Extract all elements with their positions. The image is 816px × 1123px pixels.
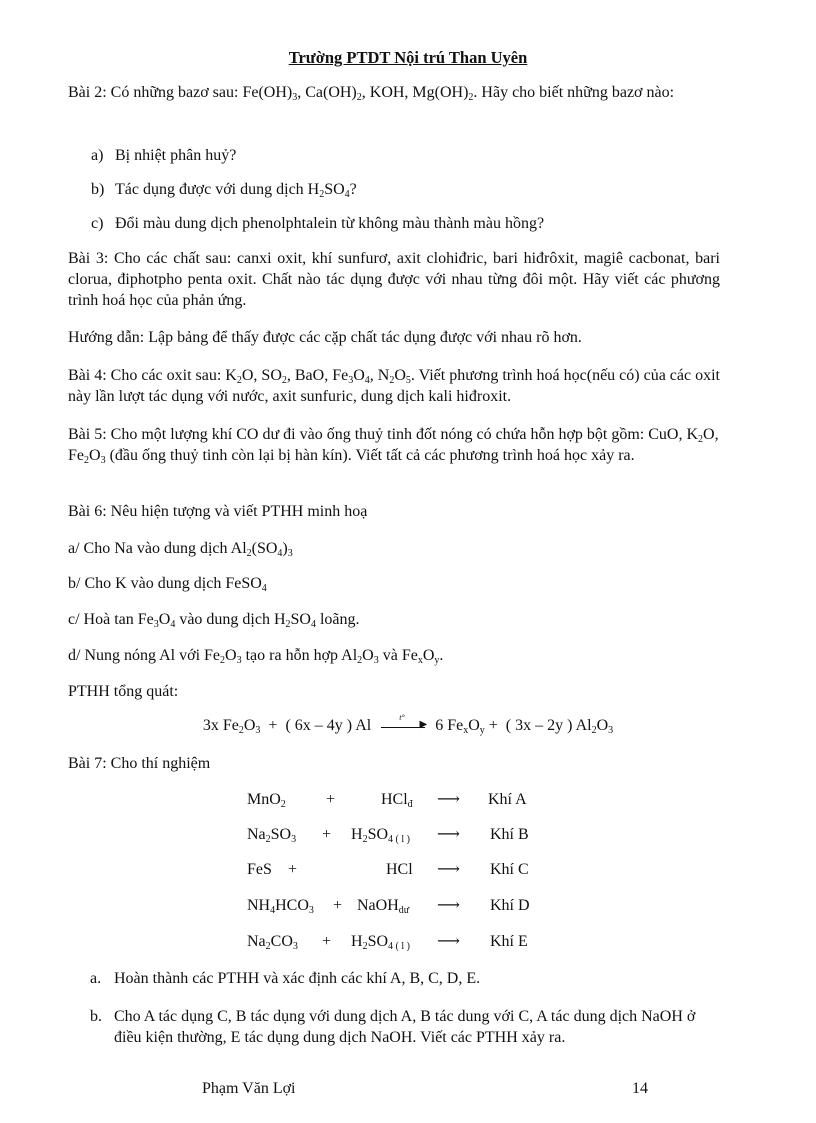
bai6-general-label: PTHH tổng quát: <box>68 683 179 700</box>
arrow-icon: ⟶ <box>437 933 460 950</box>
bai2-item-a-label: a) <box>91 147 104 164</box>
page-number: 14 <box>632 1080 648 1097</box>
reactant-a: $Na_2CO_3$ <box>247 933 298 952</box>
bai4-text: Bài 4: Cho các oxit sau: $K_2O$, $SO_2$, BaO, $Fe_3O_4$, $N_2O_5$. Viết phương trình hoá học(nếu có) của các oxit này lần lượt tác dụng với nước, axit sunfuric, dung dịch kali hiđroxit. <box>68 367 720 405</box>
bai2-item-b-text: Tác dụng được với dung dịch $H_2SO_4$? <box>115 181 357 200</box>
bai7-question-a <box>90 968 702 989</box>
question-b-label: b. <box>90 1008 102 1025</box>
reactant-b: HCl$_đ$ <box>381 791 413 810</box>
bai6-item-a: a/ Cho Na vào dung dịch $Al_2(SO_4)_3$ <box>68 540 293 559</box>
arrow-icon: ⟶ <box>437 826 460 843</box>
reactant-a: MnO$_2$ <box>247 791 286 810</box>
experiment-row <box>0 823 816 847</box>
bai6-title: Bài 6: Nêu hiện tượng và viết PTHH minh hoạ <box>68 503 368 520</box>
bai6-item-d: d/ Nung nóng Al với $Fe_2O_3$ tạo ra hỗn hợp $Al_2O_3$ và $Fe_xO_y$. <box>68 647 444 666</box>
arrow-icon: ⟶ <box>437 897 460 914</box>
plus-sign: + <box>326 791 336 808</box>
experiment-row <box>0 788 816 812</box>
bai6-item-b: b/ Cho K vào dung dịch FeSO$_4$ <box>68 575 267 594</box>
bai5-text: Bài 5: Cho một lượng khí CO dư đi vào ống thuỷ tinh đốt nóng có chứa hỗn hợp bột gồm: CuO, $K_2O$, $Fe_2O_3$ (đầu ống thuỷ tinh còn lại bị hàn kín). Viết tất cả các phương trình hoá học xảy ra. <box>68 426 719 466</box>
gas-product: Khí B <box>490 826 529 843</box>
bai7-question-b <box>90 1006 702 1048</box>
bai2-item-b-label: b) <box>91 181 105 198</box>
bai6-item-c: c/ Hoà $\tan Fe_3O_4$ vào dung dịch $H_2SO_4$ loãng. <box>68 611 360 630</box>
reactant-a: $NH_4HCO_3$ <box>247 897 314 916</box>
experiment-row <box>0 930 816 954</box>
plus-sign: + <box>322 826 332 843</box>
experiment-row <box>0 894 816 918</box>
arrow-icon: ⟶ <box>437 861 460 878</box>
footer-author: Phạm Văn Lợi <box>202 1080 296 1097</box>
reactant-b: $H_2SO_{4 ( l )}$ <box>351 933 410 952</box>
bai2-item-a <box>91 145 236 166</box>
reactant-b: NaOH$_{dư}$ <box>357 897 410 916</box>
school-header: Trường PTDT Nội trú Than Uyên <box>288 48 528 67</box>
reactant-b: HCl <box>386 861 413 878</box>
reactant-a: FeS <box>247 861 272 878</box>
gas-product: Khí A <box>488 791 527 808</box>
bai2-item-a-text: Bị nhiệt phân huỷ? <box>115 147 237 164</box>
arrow-icon: ⟶ <box>437 791 460 808</box>
question-b-text: Cho A tác dụng C, B tác dụng với dung dịch A, B tác dung với C, A tác dung dịch NaOH ở điều kiện thường, E tác dụng dung dịch NaOH. Viết các PTHH xảy ra. <box>114 1008 696 1046</box>
gas-product: Khí D <box>490 897 530 914</box>
reactant-a: $Na_2SO_3$ <box>247 826 297 845</box>
question-a-text: Hoàn thành các PTHH và xác định các khí A, B, C, D, E. <box>114 970 481 987</box>
bai2-text: Bài 2: Có những bazơ sau: $Fe(OH)_3$, $Ca(OH)_2$, KOH, $Mg(OH)_2$. Hãy cho biết những bazơ nào: <box>68 84 675 103</box>
heat-arrow-icon: t° ▶ <box>381 725 425 728</box>
general-equation <box>0 712 816 736</box>
experiment-row <box>0 858 816 882</box>
equation-reactants: 3x $Fe_2O_3$ + ( 6x – 4y ) Al <box>202 717 372 736</box>
heat-condition-label: t° <box>399 712 405 722</box>
equation-products: 6 $Fe_xO_y$ + ( 3x – 2y ) $Al_2O_3$ <box>435 717 614 736</box>
bai2-item-c-label: c) <box>91 215 104 232</box>
gas-product: Khí E <box>490 933 528 950</box>
huong-dan-text: Hướng dẫn: Lập bảng để thấy được các cặp chất tác dụng được với nhau rõ hơn. <box>68 329 582 346</box>
bai3-text: Bài 3: Cho các chất sau: canxi oxit, khí sunfurơ, axit clohiđric, bari hiđrôxit, magiê cacbonat, bari clorua, điphotpho penta oxit. Chất nào tác dụng được với nhau từng đôi một. Hãy viết các phương trình hoá học của phản ứng. <box>68 250 720 309</box>
bai2-item-b <box>91 179 357 200</box>
gas-product: Khí C <box>490 861 529 878</box>
plus-sign: + <box>322 933 332 950</box>
bai7-title: Bài 7: Cho thí nghiệm <box>68 755 211 772</box>
question-a-label: a. <box>90 970 102 987</box>
plus-sign: + <box>333 897 343 914</box>
plus-sign: + <box>288 861 298 878</box>
reactant-b: $H_2SO_{4 ( l )}$ <box>351 826 410 845</box>
bai2-item-c <box>91 213 544 234</box>
bai2-item-c-text: Đổi màu dung dịch phenolphtalein từ không màu thành màu hồng? <box>115 215 545 232</box>
